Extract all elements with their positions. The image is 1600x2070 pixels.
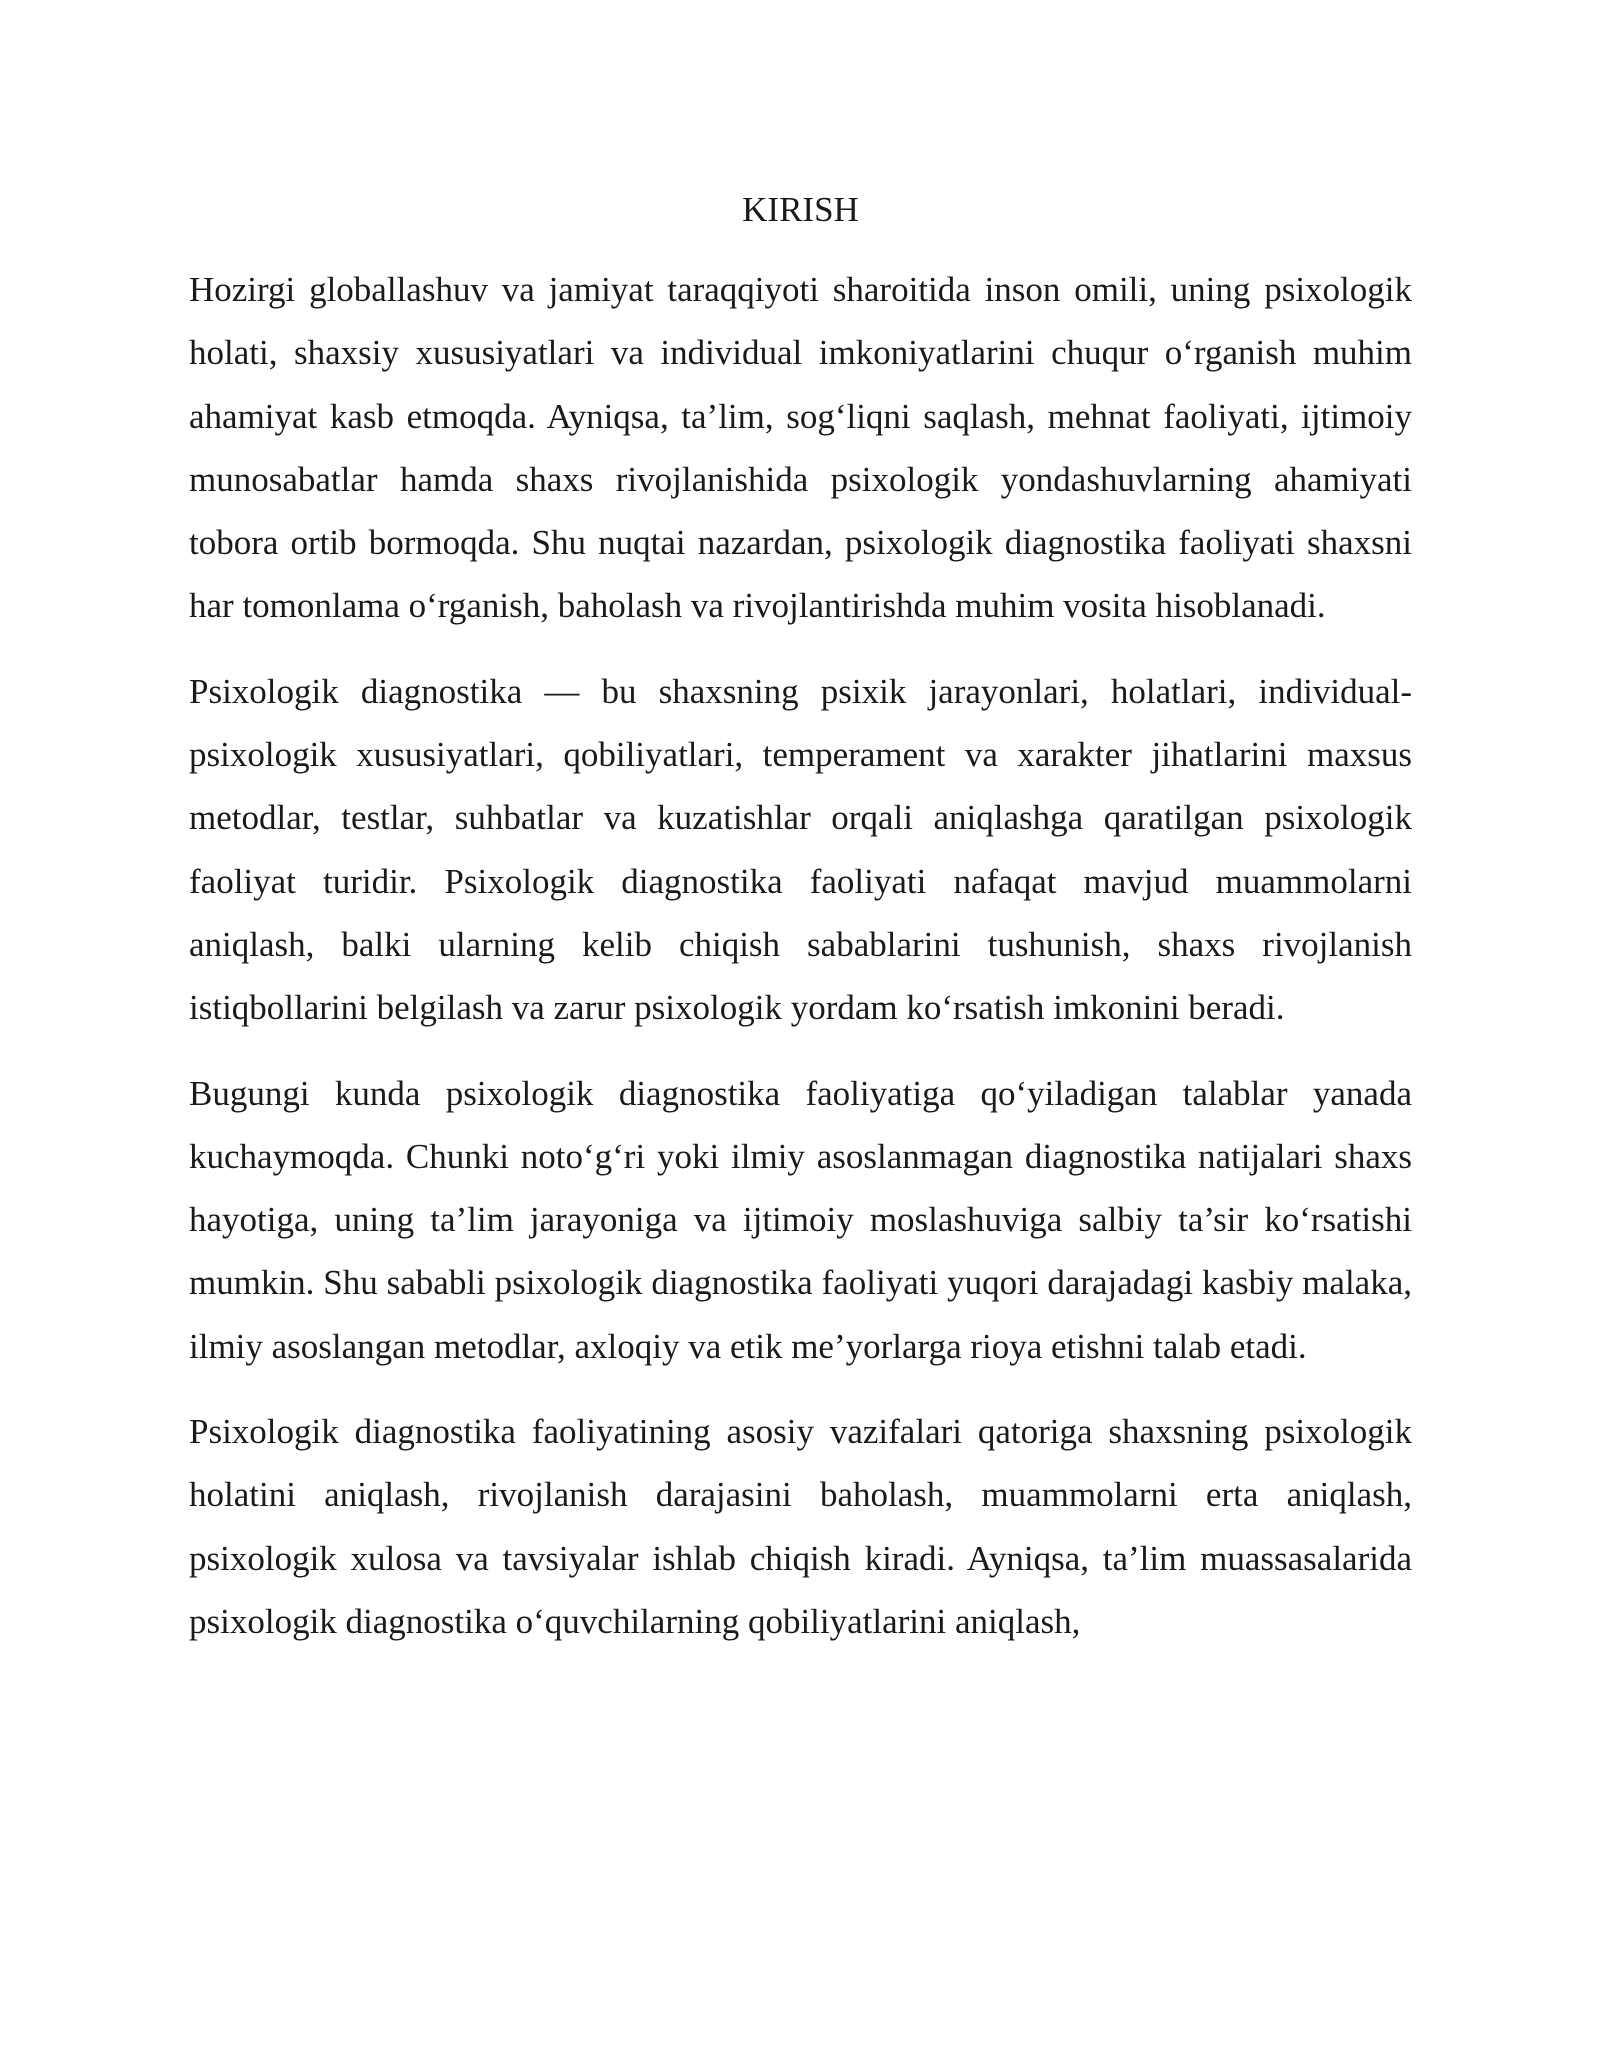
paragraph-1: Hozirgi globallashuv va jamiyat taraqqiyoti sharoitida inson omili, uning psixologik holati, shaxsiy xususiyatlari va individual imkoniyatlarini chuqur o‘rganish muhim ahamiyat kasb etmoqda. Ayniqsa, ta’lim, sog‘liqni saqlash, mehnat faoliyati, ijtimoiy munosabatlar hamda shaxs rivojlanishida psixologik yondashuvlarning ahamiyati tobora ortib bormoqda. Shu nuqtai nazardan, psixologik diagnostika faoliyati shaxsni har tomonlama o‘rganish, baholash va rivojlantirishda muhim vosita hisoblanadi. <box>189 270 1412 626</box>
document-body <box>189 184 1412 1653</box>
paragraph-3: Bugungi kunda psixologik diagnostika faoliyatiga qo‘yiladigan talablar yanada kuchaymoqda. Chunki noto‘g‘ri yoki ilmiy asoslanmagan diagnostika natijalari shaxs hayotiga, uning ta’lim jarayoniga va ijtimoiy moslashuviga salbiy ta’sir ko‘rsatishi mumkin. Shu sababli psixologik diagnostika faoliyati yuqori darajadagi kasbiy malaka, ilmiy asoslangan metodlar, axloqiy va etik me’yorlarga rioya etishni talab etadi. <box>189 1073 1412 1366</box>
page-title: KIRISH <box>742 190 859 229</box>
paragraph-2: Psixologik diagnostika — bu shaxsning psixik jarayonlari, holatlari, individual-psixologik xususiyatlari, qobiliyatlari, temperament va xarakter jihatlarini maxsus metodlar, testlar, suhbatlar va kuzatishlar orqali aniqlashga qaratilgan psixologik faoliyat turidir. Psixologik diagnostika faoliyati nafaqat mavjud muammolarni aniqlash, balki ularning kelib chiqish sabablarini tushunish, shaxs rivojlanish istiqbollarini belgilash va zarur psixologik yordam ko‘rsatish imkonini beradi. <box>189 671 1412 1028</box>
paragraph-4: Psixologik diagnostika faoliyatining asosiy vazifalari qatoriga shaxsning psixologik holatini aniqlash, rivojlanish darajasini baholash, muammolarni erta aniqlash, psixologik xulosa va tavsiyalar ishlab chiqish kiradi. Ayniqsa, ta’lim muassasalarida psixologik diagnostika o‘quvchilarning qobiliyatlarini aniqlash, <box>189 1412 1412 1641</box>
